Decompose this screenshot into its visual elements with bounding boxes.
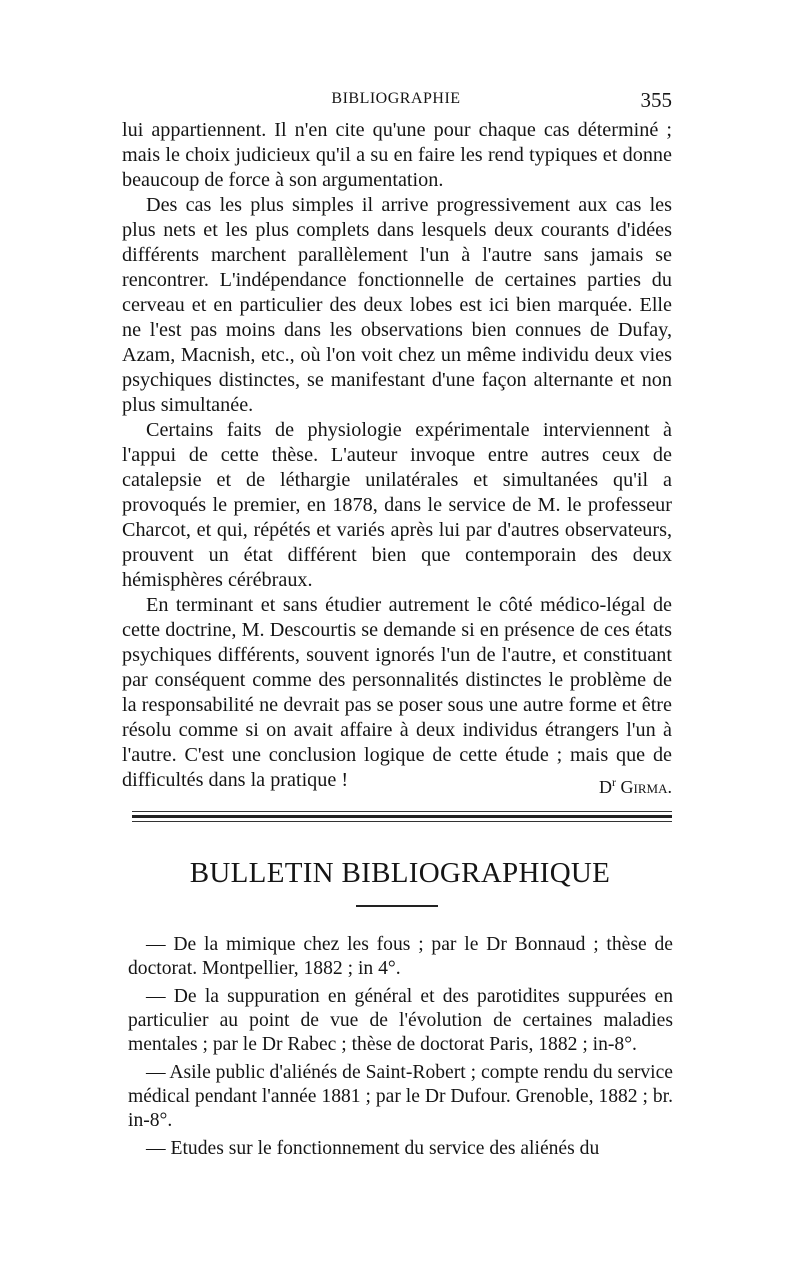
bibliography-entry: — Asile public d'aliénés de Saint-Robert ; compte rendu du service médical pendant l'année 1881 ; par le Dr Dufour. Grenoble, 1882 ; br. in-8°. (128, 1062, 673, 1131)
paragraph: Des cas les plus simples il arrive progressivement aux cas les plus nets et les plus complets dans lesquels deux courants d'idées différents marchent parallèlement l'un à l'autre sans jamais se rencontrer. L'indépendance fonctionnelle de certaines parties du cerveau et en particulier des deux lobes est ici bien marquée. Elle ne l'est pas moins dans les observations bien connues de Dufay, Azam, Macnish, etc., où l'on voit chez un même individu deux vies psychiques distinctes, se manifestant d'une façon alternante et non plus simultanée. (122, 194, 672, 416)
review-text (122, 118, 672, 793)
bibliography-entry: — De la suppuration en général et des parotidites suppurées en particulier au point de vue de l'évolution de certaines maladies mentales ; par le Dr Rabec ; thèse de doctorat Paris, 1882 ; in-8°. (128, 986, 673, 1055)
bibliography-list (128, 933, 673, 1165)
title-underline (356, 905, 438, 907)
signature-name: Girma. (620, 777, 672, 797)
running-title: BIBLIOGRAPHIE (331, 90, 461, 107)
divider-rule (132, 815, 672, 818)
paragraph: En terminant et sans étudier autrement le côté médico-légal de cette doctrine, M. Descourtis se demande si en présence de ces états psychiques différents, souvent ignorés l'un de l'autre, et constituant par conséquent comme des personnalités distinctes le problème de la responsabilité ne devrait pas se poser sous une autre forme et être résolu comme si on avait affaire à deux individus étrangers l'un à l'autre. C'est une conclusion logique de cette étude ; mais que de difficultés dans la pratique ! (122, 594, 672, 791)
section-title: BULLETIN BIBLIOGRAPHIQUE (189, 857, 611, 889)
bibliography-entry: — Etudes sur le fonctionnement du service des aliénés du (146, 1138, 600, 1159)
page-header (120, 90, 672, 114)
signature-prefix: D (599, 777, 613, 797)
divider-rule (132, 821, 672, 822)
paragraph: Certains faits de physiologie expérimentale interviennent à l'appui de cette thèse. L'auteur invoque entre autres ceux de catalepsie et de léthargie unilatérales et simultanées qu'il a provoqués le premier, en 1878, dans le service de M. le professeur Charcot, et qui, répétés et variés après lui par d'autres observateurs, prouvent un état différent bien que contemporain des deux hémisphères cérébraux. (122, 419, 672, 591)
signature-superscript: r (612, 775, 617, 789)
divider-rule (132, 811, 672, 812)
author-signature (599, 775, 672, 798)
paragraph: lui appartiennent. Il n'en cite qu'une pour chaque cas déterminé ; mais le choix judicieux qu'il a su en faire les rend typiques et donne beaucoup de force à son argumentation. (122, 119, 672, 191)
page-number: 355 (640, 88, 672, 112)
bibliography-entry: — De la mimique chez les fous ; par le Dr Bonnaud ; thèse de doctorat. Montpellier, 1882 ; in 4°. (128, 934, 673, 979)
